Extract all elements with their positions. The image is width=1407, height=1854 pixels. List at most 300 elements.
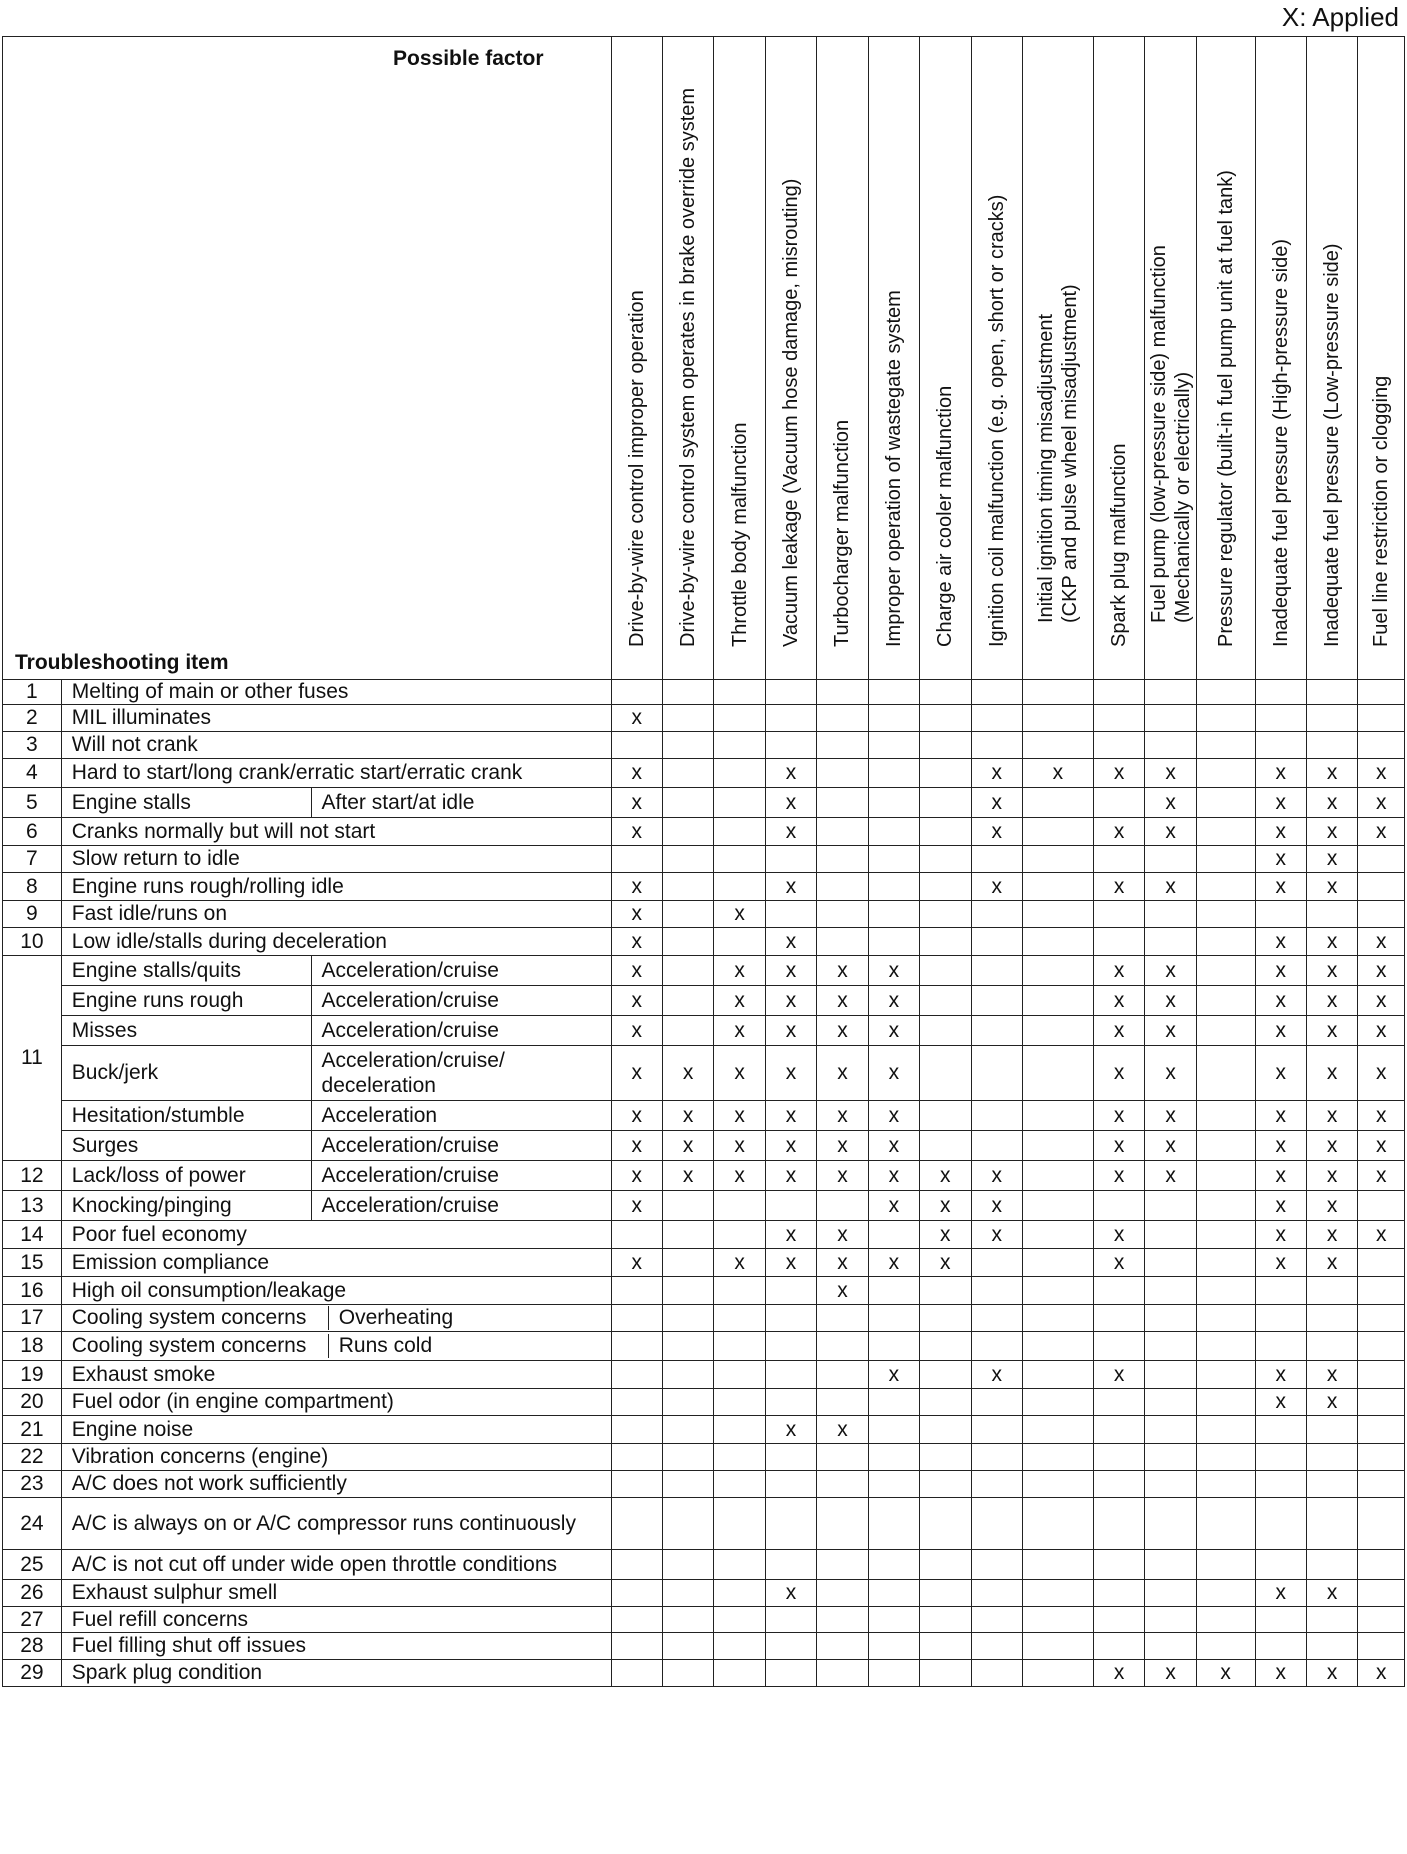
empty-cell bbox=[1196, 986, 1255, 1016]
empty-cell bbox=[920, 901, 971, 928]
empty-cell bbox=[1196, 1161, 1255, 1191]
empty-cell bbox=[1022, 1249, 1093, 1277]
empty-cell bbox=[971, 1249, 1022, 1277]
applied-mark: x bbox=[1358, 759, 1405, 788]
empty-cell bbox=[765, 1444, 816, 1471]
applied-mark: x bbox=[1093, 759, 1144, 788]
table-row bbox=[3, 1416, 1405, 1444]
applied-mark: x bbox=[1306, 1101, 1357, 1131]
empty-cell bbox=[1145, 1221, 1196, 1249]
applied-mark: x bbox=[765, 986, 816, 1016]
empty-cell bbox=[971, 1046, 1022, 1101]
empty-cell bbox=[662, 680, 713, 705]
applied-mark: x bbox=[1093, 956, 1144, 986]
empty-cell bbox=[611, 1361, 662, 1389]
applied-mark: x bbox=[1093, 873, 1144, 901]
empty-cell bbox=[868, 928, 919, 956]
empty-cell bbox=[662, 1389, 713, 1416]
empty-cell bbox=[714, 788, 765, 818]
empty-cell bbox=[1093, 1277, 1144, 1305]
applied-mark: x bbox=[611, 759, 662, 788]
applied-mark: x bbox=[1022, 759, 1093, 788]
applied-mark: x bbox=[971, 1361, 1022, 1389]
factor-label-line: Charge air cooler malfunction bbox=[934, 385, 957, 647]
corner-header bbox=[3, 37, 612, 680]
empty-cell bbox=[1358, 705, 1405, 732]
empty-cell bbox=[868, 1633, 919, 1660]
empty-cell bbox=[1358, 1332, 1405, 1361]
empty-cell bbox=[971, 1444, 1022, 1471]
factor-label bbox=[1214, 170, 1238, 647]
empty-cell bbox=[1022, 705, 1093, 732]
empty-cell bbox=[662, 1498, 713, 1550]
factor-label-line: Initial ignition timing misadjustment bbox=[1034, 313, 1057, 623]
applied-mark: x bbox=[1255, 1249, 1306, 1277]
applied-mark: x bbox=[1255, 759, 1306, 788]
empty-cell bbox=[1358, 732, 1405, 759]
applied-mark: x bbox=[1255, 1221, 1306, 1249]
empty-cell bbox=[662, 1277, 713, 1305]
empty-cell bbox=[662, 1016, 713, 1046]
table-row bbox=[3, 818, 1405, 846]
empty-cell bbox=[1196, 1580, 1255, 1607]
condition: Acceleration/cruise bbox=[311, 1161, 611, 1191]
item-condition-cell bbox=[61, 1332, 611, 1361]
empty-cell bbox=[868, 873, 919, 901]
applied-mark: x bbox=[1255, 1580, 1306, 1607]
empty-cell bbox=[1022, 1016, 1093, 1046]
table-row bbox=[3, 1332, 1405, 1361]
empty-cell bbox=[611, 1277, 662, 1305]
factor-header bbox=[1022, 37, 1093, 680]
empty-cell bbox=[1145, 1550, 1196, 1580]
empty-cell bbox=[920, 1607, 971, 1633]
empty-cell bbox=[1306, 1550, 1357, 1580]
table-row bbox=[3, 1249, 1405, 1277]
applied-mark: x bbox=[1358, 818, 1405, 846]
applied-mark: x bbox=[714, 1249, 765, 1277]
empty-cell bbox=[971, 986, 1022, 1016]
row-number: 15 bbox=[3, 1249, 62, 1277]
troubleshooting-table bbox=[2, 36, 1405, 1687]
applied-mark: x bbox=[611, 986, 662, 1016]
applied-mark: x bbox=[1145, 818, 1196, 846]
empty-cell bbox=[920, 705, 971, 732]
empty-cell bbox=[971, 1389, 1022, 1416]
troubleshooting-item: Spark plug condition bbox=[61, 1660, 611, 1687]
empty-cell bbox=[611, 1550, 662, 1580]
empty-cell bbox=[817, 1580, 868, 1607]
applied-mark: x bbox=[1306, 1249, 1357, 1277]
applied-mark: x bbox=[971, 873, 1022, 901]
applied-mark: x bbox=[1358, 1221, 1405, 1249]
applied-mark: x bbox=[611, 788, 662, 818]
empty-cell bbox=[1358, 1550, 1405, 1580]
empty-cell bbox=[868, 1498, 919, 1550]
applied-mark: x bbox=[1145, 788, 1196, 818]
empty-cell bbox=[920, 1660, 971, 1687]
empty-cell bbox=[971, 1305, 1022, 1332]
factor-label-line: (CKP and pulse wheel misadjustment) bbox=[1058, 284, 1081, 623]
empty-cell bbox=[817, 732, 868, 759]
item-condition-cell bbox=[61, 1305, 611, 1332]
empty-cell bbox=[868, 759, 919, 788]
empty-cell bbox=[714, 1580, 765, 1607]
empty-cell bbox=[662, 1191, 713, 1221]
factor-label bbox=[1369, 376, 1393, 647]
row-number: 8 bbox=[3, 873, 62, 901]
empty-cell bbox=[920, 1131, 971, 1161]
empty-cell bbox=[662, 1361, 713, 1389]
empty-cell bbox=[1255, 705, 1306, 732]
empty-cell bbox=[971, 680, 1022, 705]
row-number: 28 bbox=[3, 1633, 62, 1660]
applied-mark: x bbox=[817, 1221, 868, 1249]
empty-cell bbox=[1358, 680, 1405, 705]
empty-cell bbox=[765, 1607, 816, 1633]
applied-mark: x bbox=[1093, 1161, 1144, 1191]
factor-header bbox=[1358, 37, 1405, 680]
empty-cell bbox=[1145, 1471, 1196, 1498]
empty-cell bbox=[714, 1550, 765, 1580]
empty-cell bbox=[611, 1332, 662, 1361]
empty-cell bbox=[1196, 1633, 1255, 1660]
factor-label-line: Spark plug malfunction bbox=[1108, 443, 1131, 647]
factor-label-line: Pressure regulator (built-in fuel pump unit at fuel tank) bbox=[1214, 170, 1237, 647]
factor-label-line: Vacuum leakage (Vacuum hose damage, misrouting) bbox=[780, 178, 803, 647]
empty-cell bbox=[1358, 1389, 1405, 1416]
troubleshooting-item: A/C is not cut off under wide open throttle conditions bbox=[61, 1550, 611, 1580]
condition: Acceleration/cruise bbox=[311, 1191, 611, 1221]
empty-cell bbox=[611, 1498, 662, 1550]
row-number: 25 bbox=[3, 1550, 62, 1580]
applied-mark: x bbox=[1358, 788, 1405, 818]
troubleshooting-item: Misses bbox=[61, 1016, 311, 1046]
condition: Acceleration/cruise bbox=[311, 956, 611, 986]
row-number: 24 bbox=[3, 1498, 62, 1550]
applied-mark: x bbox=[1358, 1016, 1405, 1046]
troubleshooting-item: High oil consumption/leakage bbox=[61, 1277, 611, 1305]
empty-cell bbox=[1022, 1633, 1093, 1660]
empty-cell bbox=[1022, 1660, 1093, 1687]
applied-mark: x bbox=[1255, 1361, 1306, 1389]
row-number: 3 bbox=[3, 732, 62, 759]
applied-mark: x bbox=[611, 1101, 662, 1131]
empty-cell bbox=[817, 1305, 868, 1332]
empty-cell bbox=[868, 1580, 919, 1607]
applied-mark: x bbox=[611, 705, 662, 732]
empty-cell bbox=[1306, 1277, 1357, 1305]
applied-mark: x bbox=[1145, 873, 1196, 901]
troubleshooting-item: Cranks normally but will not start bbox=[61, 818, 611, 846]
empty-cell bbox=[1093, 928, 1144, 956]
empty-cell bbox=[1093, 1498, 1144, 1550]
applied-mark: x bbox=[1145, 1131, 1196, 1161]
empty-cell bbox=[1358, 873, 1405, 901]
empty-cell bbox=[920, 928, 971, 956]
empty-cell bbox=[1022, 1498, 1093, 1550]
empty-cell bbox=[868, 732, 919, 759]
empty-cell bbox=[868, 818, 919, 846]
applied-mark: x bbox=[1255, 1161, 1306, 1191]
empty-cell bbox=[868, 705, 919, 732]
applied-mark: x bbox=[1306, 986, 1357, 1016]
empty-cell bbox=[1093, 788, 1144, 818]
empty-cell bbox=[1306, 1416, 1357, 1444]
empty-cell bbox=[1306, 1305, 1357, 1332]
factor-label bbox=[985, 195, 1009, 647]
empty-cell bbox=[1255, 1471, 1306, 1498]
applied-mark: x bbox=[611, 1046, 662, 1101]
empty-cell bbox=[1145, 1389, 1196, 1416]
factor-label-line: Fuel pump (low-pressure side) malfunction bbox=[1147, 245, 1170, 623]
applied-mark: x bbox=[1306, 1016, 1357, 1046]
empty-cell bbox=[971, 1416, 1022, 1444]
applied-mark: x bbox=[611, 1016, 662, 1046]
empty-cell bbox=[662, 928, 713, 956]
empty-cell bbox=[1022, 1607, 1093, 1633]
empty-cell bbox=[765, 1305, 816, 1332]
empty-cell bbox=[662, 986, 713, 1016]
empty-cell bbox=[1022, 986, 1093, 1016]
applied-mark: x bbox=[1358, 1161, 1405, 1191]
table-row bbox=[3, 986, 1405, 1016]
troubleshooting-item: Slow return to idle bbox=[61, 846, 611, 873]
applied-mark: x bbox=[971, 759, 1022, 788]
row-number: 10 bbox=[3, 928, 62, 956]
empty-cell bbox=[1093, 1580, 1144, 1607]
possible-factor-label: Possible factor bbox=[393, 47, 544, 70]
legend: X: Applied bbox=[1281, 2, 1399, 32]
applied-mark: x bbox=[1255, 1389, 1306, 1416]
empty-cell bbox=[611, 1660, 662, 1687]
empty-cell bbox=[1022, 873, 1093, 901]
empty-cell bbox=[662, 788, 713, 818]
applied-mark: x bbox=[1145, 759, 1196, 788]
row-number: 23 bbox=[3, 1471, 62, 1498]
empty-cell bbox=[662, 1660, 713, 1687]
factor-label-line: Inadequate fuel pressure (High-pressure side) bbox=[1269, 239, 1292, 647]
empty-cell bbox=[817, 818, 868, 846]
applied-mark: x bbox=[1255, 846, 1306, 873]
empty-cell bbox=[765, 1498, 816, 1550]
row-number: 21 bbox=[3, 1416, 62, 1444]
empty-cell bbox=[971, 732, 1022, 759]
table-row bbox=[3, 1389, 1405, 1416]
empty-cell bbox=[1145, 680, 1196, 705]
table-row bbox=[3, 1580, 1405, 1607]
empty-cell bbox=[817, 901, 868, 928]
empty-cell bbox=[714, 928, 765, 956]
applied-mark: x bbox=[714, 956, 765, 986]
applied-mark: x bbox=[611, 928, 662, 956]
empty-cell bbox=[765, 732, 816, 759]
row-number: 14 bbox=[3, 1221, 62, 1249]
applied-mark: x bbox=[1093, 1101, 1144, 1131]
empty-cell bbox=[920, 732, 971, 759]
applied-mark: x bbox=[971, 1191, 1022, 1221]
item-condition-split bbox=[62, 1334, 611, 1358]
empty-cell bbox=[1093, 1389, 1144, 1416]
empty-cell bbox=[1093, 1305, 1144, 1332]
empty-cell bbox=[920, 1016, 971, 1046]
empty-cell bbox=[1022, 1221, 1093, 1249]
applied-mark: x bbox=[1093, 1046, 1144, 1101]
empty-cell bbox=[817, 1361, 868, 1389]
empty-cell bbox=[662, 1471, 713, 1498]
item-condition-split bbox=[62, 1306, 611, 1330]
troubleshooting-item: Will not crank bbox=[61, 732, 611, 759]
applied-mark: x bbox=[920, 1161, 971, 1191]
applied-mark: x bbox=[1255, 1101, 1306, 1131]
empty-cell bbox=[817, 1389, 868, 1416]
applied-mark: x bbox=[765, 1249, 816, 1277]
applied-mark: x bbox=[611, 1161, 662, 1191]
applied-mark: x bbox=[817, 1416, 868, 1444]
applied-mark: x bbox=[971, 1221, 1022, 1249]
applied-mark: x bbox=[1306, 1191, 1357, 1221]
applied-mark: x bbox=[714, 1046, 765, 1101]
factor-header bbox=[714, 37, 765, 680]
factor-label-line: Inadequate fuel pressure (Low-pressure side) bbox=[1321, 243, 1344, 647]
applied-mark: x bbox=[765, 818, 816, 846]
empty-cell bbox=[817, 1633, 868, 1660]
factor-header bbox=[1093, 37, 1144, 680]
applied-mark: x bbox=[1306, 873, 1357, 901]
empty-cell bbox=[1358, 1633, 1405, 1660]
factor-label bbox=[882, 290, 906, 647]
empty-cell bbox=[1196, 1277, 1255, 1305]
applied-mark: x bbox=[1145, 1161, 1196, 1191]
empty-cell bbox=[1022, 901, 1093, 928]
empty-cell bbox=[868, 680, 919, 705]
table-row bbox=[3, 1101, 1405, 1131]
empty-cell bbox=[971, 1633, 1022, 1660]
empty-cell bbox=[1022, 1389, 1093, 1416]
empty-cell bbox=[1196, 1016, 1255, 1046]
applied-mark: x bbox=[662, 1101, 713, 1131]
applied-mark: x bbox=[817, 1277, 868, 1305]
empty-cell bbox=[611, 1389, 662, 1416]
applied-mark: x bbox=[1255, 788, 1306, 818]
troubleshooting-item: Buck/jerk bbox=[61, 1046, 311, 1101]
empty-cell bbox=[971, 1660, 1022, 1687]
empty-cell bbox=[1306, 901, 1357, 928]
empty-cell bbox=[920, 873, 971, 901]
empty-cell bbox=[1093, 1191, 1144, 1221]
empty-cell bbox=[714, 732, 765, 759]
applied-mark: x bbox=[1255, 818, 1306, 846]
empty-cell bbox=[920, 1444, 971, 1471]
troubleshooting-item: Engine stalls bbox=[61, 788, 311, 818]
empty-cell bbox=[714, 1305, 765, 1332]
applied-mark: x bbox=[1093, 1361, 1144, 1389]
empty-cell bbox=[971, 1580, 1022, 1607]
factor-label bbox=[1034, 284, 1082, 623]
table-row bbox=[3, 788, 1405, 818]
table-row bbox=[3, 1277, 1405, 1305]
applied-mark: x bbox=[1306, 928, 1357, 956]
empty-cell bbox=[1196, 928, 1255, 956]
applied-mark: x bbox=[1145, 1016, 1196, 1046]
row-number: 7 bbox=[3, 846, 62, 873]
empty-cell bbox=[714, 1471, 765, 1498]
empty-cell bbox=[1306, 1633, 1357, 1660]
empty-cell bbox=[1196, 1444, 1255, 1471]
factor-label bbox=[1269, 239, 1293, 647]
empty-cell bbox=[920, 1389, 971, 1416]
empty-cell bbox=[1145, 1361, 1196, 1389]
empty-cell bbox=[971, 956, 1022, 986]
applied-mark: x bbox=[1358, 928, 1405, 956]
applied-mark: x bbox=[765, 1101, 816, 1131]
empty-cell bbox=[1306, 1607, 1357, 1633]
empty-cell bbox=[920, 1361, 971, 1389]
empty-cell bbox=[920, 956, 971, 986]
troubleshooting-item: Hard to start/long crank/erratic start/erratic crank bbox=[61, 759, 611, 788]
empty-cell bbox=[971, 1131, 1022, 1161]
factor-header bbox=[765, 37, 816, 680]
table-row bbox=[3, 1191, 1405, 1221]
applied-mark: x bbox=[1093, 1131, 1144, 1161]
row-number: 9 bbox=[3, 901, 62, 928]
empty-cell bbox=[868, 901, 919, 928]
factor-label bbox=[676, 88, 700, 647]
empty-cell bbox=[868, 1277, 919, 1305]
empty-cell bbox=[817, 1607, 868, 1633]
empty-cell bbox=[1358, 1191, 1405, 1221]
empty-cell bbox=[1306, 732, 1357, 759]
empty-cell bbox=[1306, 680, 1357, 705]
factor-header bbox=[868, 37, 919, 680]
empty-cell bbox=[920, 1633, 971, 1660]
empty-cell bbox=[1145, 1416, 1196, 1444]
empty-cell bbox=[1255, 732, 1306, 759]
empty-cell bbox=[662, 1416, 713, 1444]
applied-mark: x bbox=[611, 873, 662, 901]
empty-cell bbox=[971, 1016, 1022, 1046]
empty-cell bbox=[765, 1471, 816, 1498]
factor-label bbox=[830, 420, 854, 647]
empty-cell bbox=[1022, 818, 1093, 846]
applied-mark: x bbox=[611, 1191, 662, 1221]
empty-cell bbox=[1145, 846, 1196, 873]
empty-cell bbox=[1022, 928, 1093, 956]
empty-cell bbox=[1022, 1305, 1093, 1332]
empty-cell bbox=[1196, 956, 1255, 986]
empty-cell bbox=[1196, 759, 1255, 788]
table-row bbox=[3, 1016, 1405, 1046]
troubleshooting-item: Cooling system concerns bbox=[62, 1334, 329, 1358]
empty-cell bbox=[611, 680, 662, 705]
empty-cell bbox=[817, 1444, 868, 1471]
empty-cell bbox=[1196, 873, 1255, 901]
troubleshooting-item: Melting of main or other fuses bbox=[61, 680, 611, 705]
factor-label bbox=[625, 290, 649, 647]
row-number: 4 bbox=[3, 759, 62, 788]
condition: Acceleration/cruise bbox=[311, 1131, 611, 1161]
empty-cell bbox=[1358, 1607, 1405, 1633]
empty-cell bbox=[662, 705, 713, 732]
empty-cell bbox=[662, 818, 713, 846]
factor-header bbox=[662, 37, 713, 680]
empty-cell bbox=[920, 1416, 971, 1444]
empty-cell bbox=[1306, 1498, 1357, 1550]
factor-label-line: Turbocharger malfunction bbox=[831, 419, 854, 647]
troubleshooting-item: Engine noise bbox=[61, 1416, 611, 1444]
row-number: 6 bbox=[3, 818, 62, 846]
empty-cell bbox=[662, 956, 713, 986]
